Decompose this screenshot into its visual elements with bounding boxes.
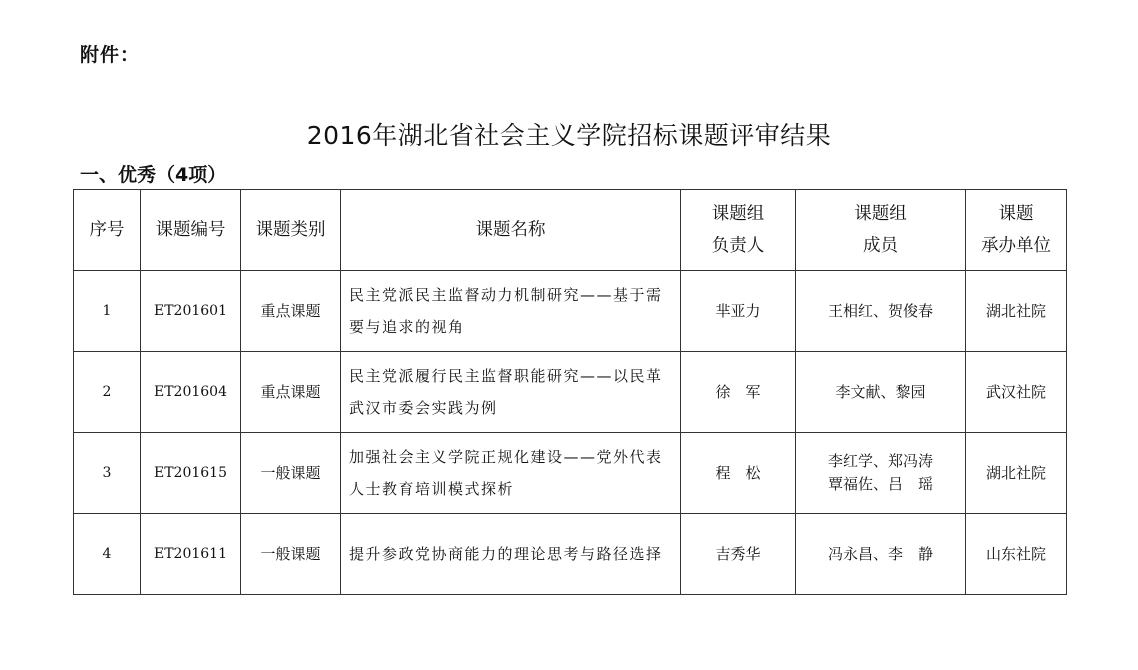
header-unit-line1: 课题 [998, 204, 1034, 224]
cell-code: ET201601 [141, 271, 241, 352]
cell-code: ET201604 [141, 352, 241, 433]
cell-name: 提升参政党协商能力的理论思考与路径选择 [341, 514, 681, 595]
cell-unit: 湖北社院 [966, 433, 1067, 514]
cell-members-line1: 李红学、郑冯涛 [827, 452, 933, 470]
cell-name: 加强社会主义学院正规化建设——党外代表人士教育培训模式探析 [341, 433, 681, 514]
cell-leader: 徐 军 [681, 352, 796, 433]
cell-serial: 3 [74, 433, 141, 514]
cell-category: 一般课题 [241, 514, 341, 595]
cell-serial: 1 [74, 271, 141, 352]
cell-category: 重点课题 [241, 352, 341, 433]
cell-name: 民主党派履行民主监督职能研究——以民革武汉市委会实践为例 [341, 352, 681, 433]
header-members-line2: 成员 [863, 236, 898, 256]
header-code: 课题编号 [141, 190, 241, 271]
cell-members-line1: 冯永昌、李 静 [827, 544, 933, 563]
header-unit-line2: 承办单位 [981, 236, 1051, 256]
section-heading-excellent: 一、优秀（4项） [80, 164, 227, 186]
cell-leader: 吉秀华 [681, 514, 796, 595]
cell-members [796, 514, 966, 595]
cell-unit: 武汉社院 [966, 352, 1067, 433]
header-unit [966, 190, 1067, 271]
cell-serial: 4 [74, 514, 141, 595]
header-leader [681, 190, 796, 271]
header-category: 课题类别 [241, 190, 341, 271]
cell-members-line1: 李文献、黎园 [835, 382, 926, 401]
header-serial: 序号 [74, 190, 141, 271]
cell-name: 民主党派民主监督动力机制研究——基于需要与追求的视角 [341, 271, 681, 352]
results-table [73, 189, 1067, 595]
attachment-label: 附件： [80, 44, 141, 66]
document-title: 2016年湖北省社会主义学院招标课题评审结果 [306, 121, 832, 150]
cell-category: 一般课题 [241, 433, 341, 514]
cell-category: 重点课题 [241, 271, 341, 352]
cell-leader: 程 松 [681, 433, 796, 514]
header-members [796, 190, 966, 271]
cell-code: ET201615 [141, 433, 241, 514]
cell-members [796, 352, 966, 433]
cell-members-line1: 王相红、贺俊春 [827, 301, 933, 320]
header-leader-line2: 负责人 [711, 236, 765, 256]
cell-members [796, 271, 966, 352]
table-header-row [74, 190, 1067, 271]
cell-leader: 芈亚力 [681, 271, 796, 352]
cell-code: ET201611 [141, 514, 241, 595]
header-members-line1: 课题组 [854, 204, 907, 224]
table-row [74, 352, 1067, 433]
cell-serial: 2 [74, 352, 141, 433]
cell-members-line2: 覃福佐、吕 瑶 [827, 475, 933, 493]
cell-unit: 湖北社院 [966, 271, 1067, 352]
header-leader-line1: 课题组 [711, 204, 765, 224]
cell-unit: 山东社院 [966, 514, 1067, 595]
cell-members [796, 433, 966, 514]
table-row [74, 514, 1067, 595]
table-row [74, 271, 1067, 352]
table-row [74, 433, 1067, 514]
header-name: 课题名称 [341, 190, 681, 271]
